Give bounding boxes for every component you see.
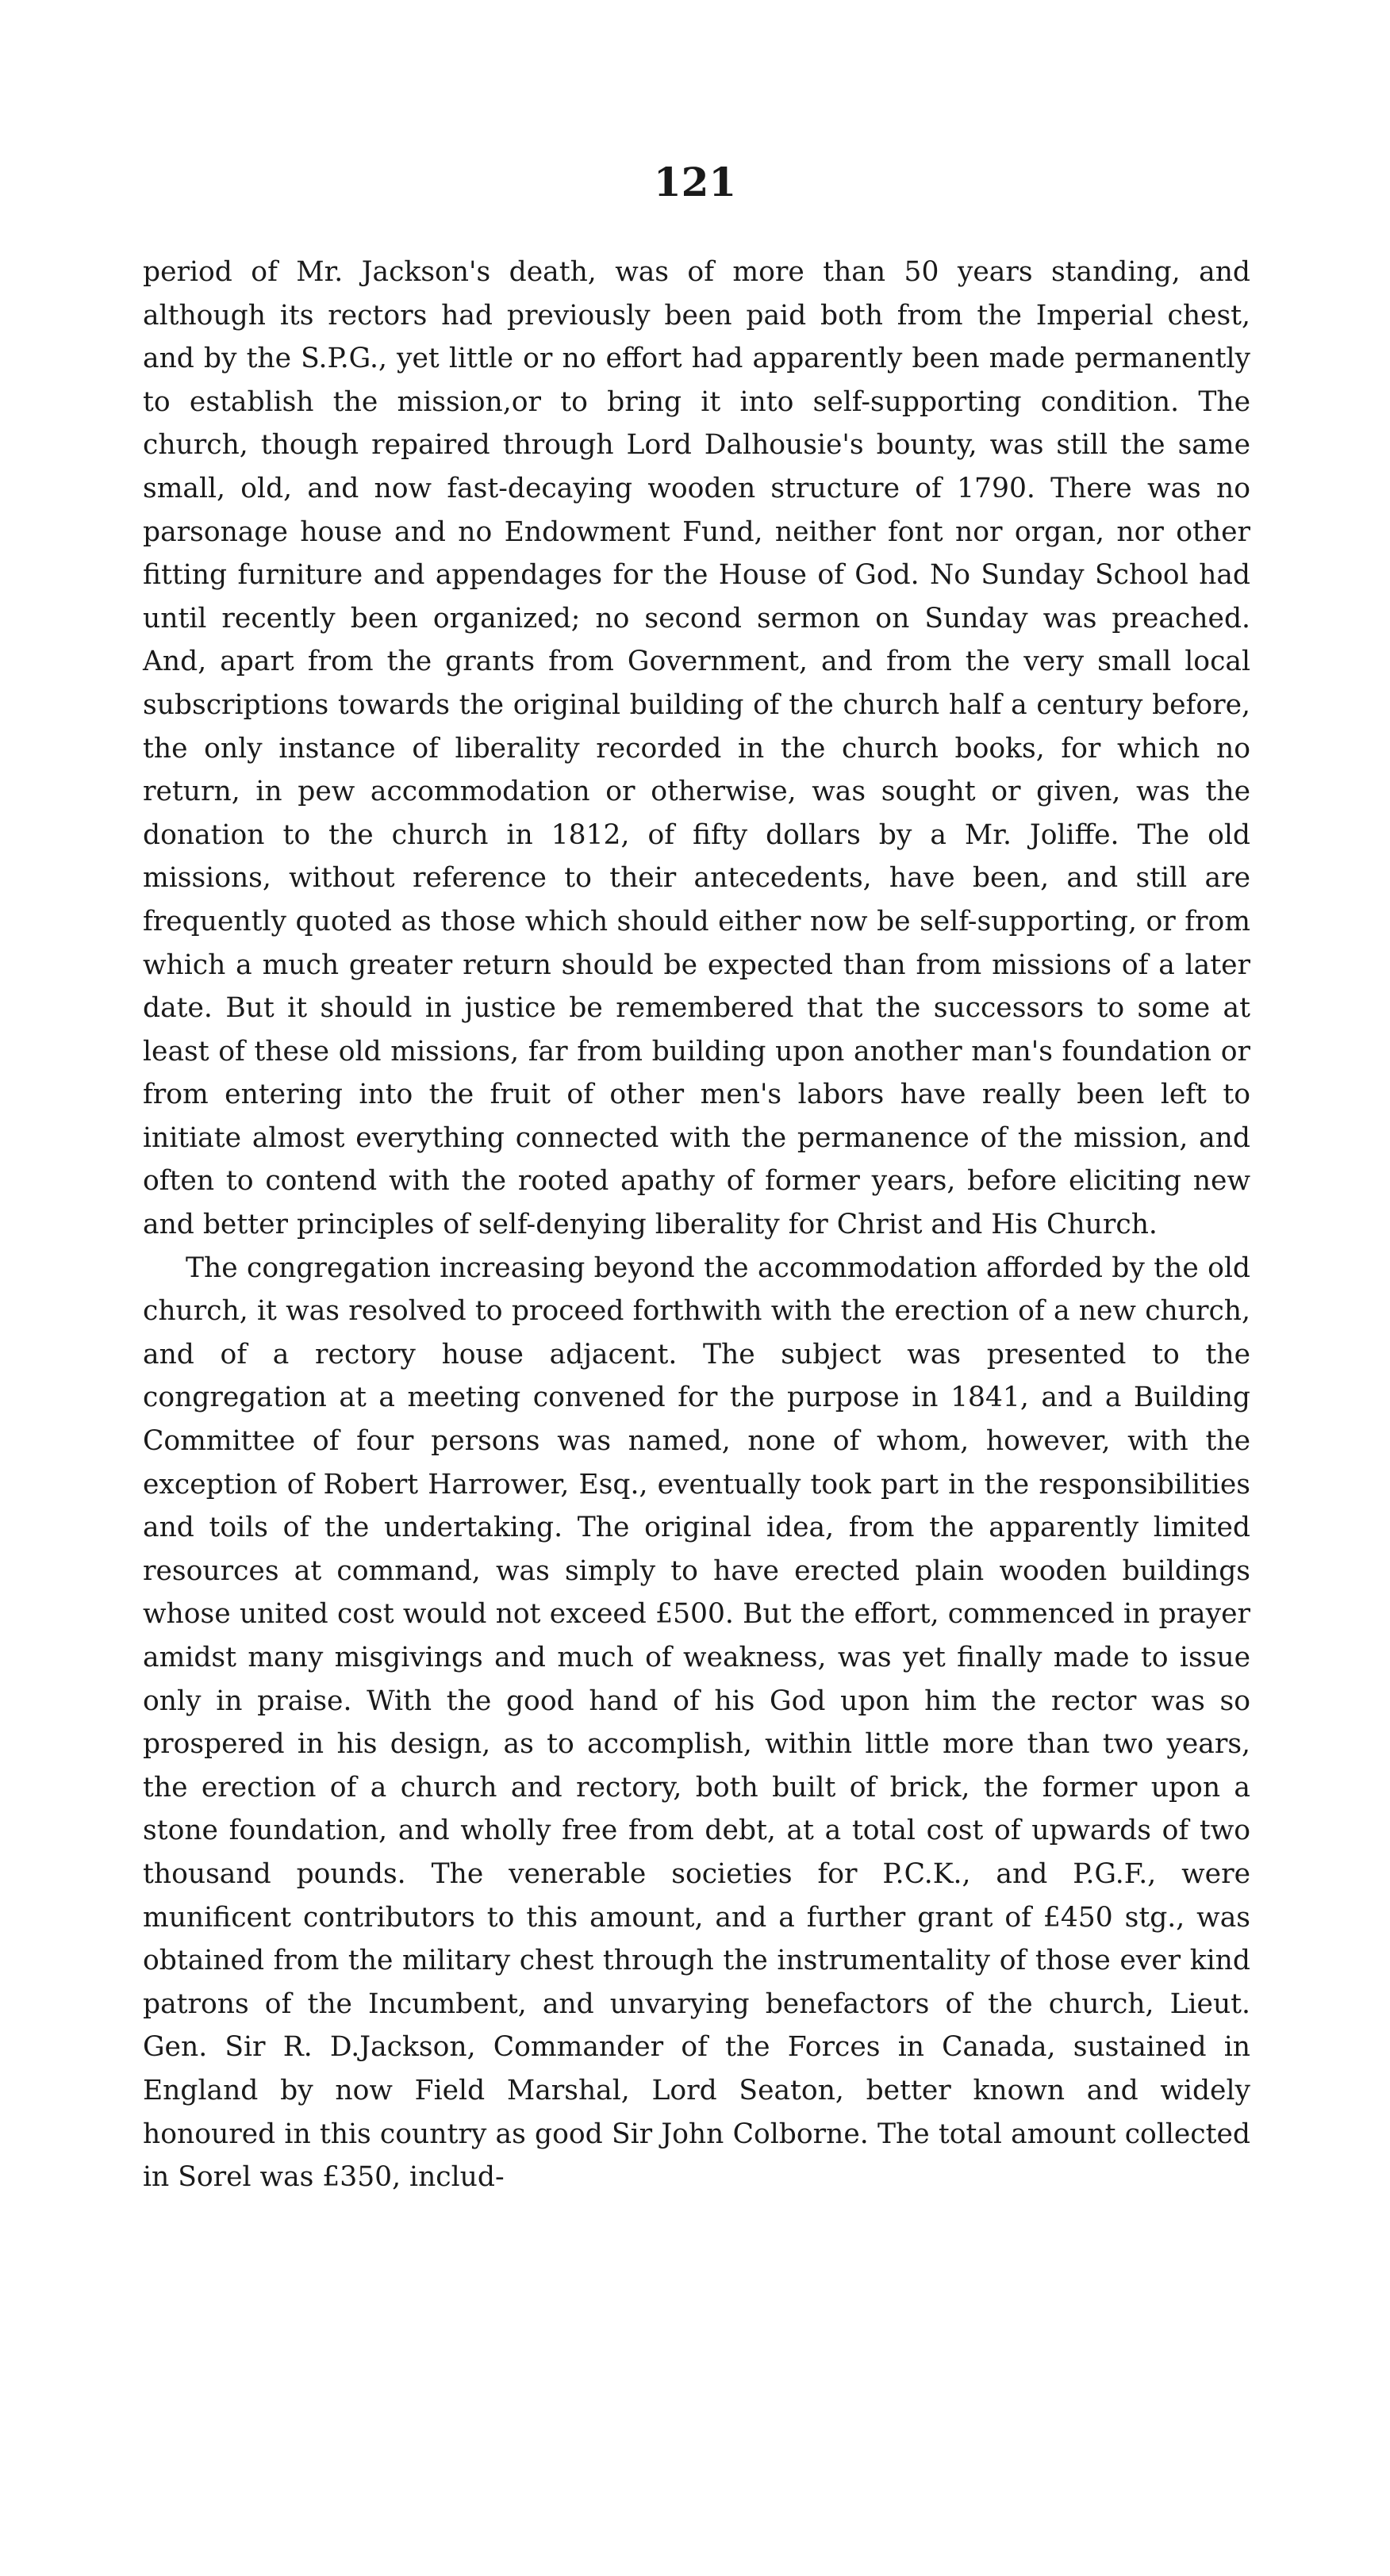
page-number: 121 [653, 159, 737, 205]
paragraph-continued: period of Mr. Jackson's death, was of more than 50 years standing, and although its rectors had previously been paid both from the Imperial chest, and by the S.P.G., yet little or no effort had apparently been made permanently to establish the mission,or to bring it into self-supporting condition. The church, though repaired through Lord Dalhousie's bounty, was still the same small, old, and now fast-decaying wooden structure of 1790. There was no parsonage house and no Endowment Fund, neither font nor organ, nor other fitting furniture and appendages for the House of God. No Sunday School had until recently been organized; no second sermon on Sunday was preached. And, apart from the grants from Government, and from the very small local subscriptions towards the original building of the church half a century before, the only instance of liberality recorded in the church books, for which no return, in pew accommodation or otherwise, was sought or given, was the donation to the church in 1812, of fifty dollars by a Mr. Joliffe. The old missions, without reference to their antecedents, have been, and still are frequently quoted as those which should either now be self-supporting, or from which a much greater return should be expected than from missions of a later date. But it should in justice be remembered that the successors to some at least of these old missions, far from building upon another man's foundation or from entering into the fruit of other men's labors have really been left to initiate almost everything connected with the permanence of the mission, and often to contend with the rooted apathy of former years, before eliciting new and better principles of self-denying liberality for Christ and His Church. [143, 256, 1250, 1241]
paragraph-new-church: The congregation increasing beyond the accommodation afforded by the old church, it was resolved to proceed forthwith with the erection of a new church, and of a rectory house adjacent. The subject was presented to the congregation at a meeting convened for the purpose in 1841, and a Building Committee of four persons was named, none of whom, however, with the exception of Robert Harrower, Esq., eventually took part in the responsibilities and toils of the undertaking. The original idea, from the apparently limited resources at command, was simply to have erected plain wooden buildings whose united cost would not exceed £500. But the effort, commenced in prayer amidst many misgivings and much of weakness, was yet finally made to issue only in praise. With the good hand of his God upon him the rector was so prospered in his design, as to accomplish, within little more than two years, the erection of a church and rectory, both built of brick, the former upon a stone foundation, and wholly free from debt, at a total cost of upwards of two thousand pounds. The venerable societies for P.C.K., and P.G.F., were munificent contributors to this amount, and a further grant of £450 stg., was obtained from the military chest through the instrumentality of those ever kind patrons of the Incumbent, and unvarying benefactors of the church, Lieut. Gen. Sir R. D.Jackson, Commander of the Forces in Canada, sustained in England by now Field Marshal, Lord Seaton, better known and widely honoured in this country as good Sir John Colborne. The total amount collected in Sorel was £350, includ- [143, 1252, 1250, 2194]
body-text [143, 251, 1250, 2199]
